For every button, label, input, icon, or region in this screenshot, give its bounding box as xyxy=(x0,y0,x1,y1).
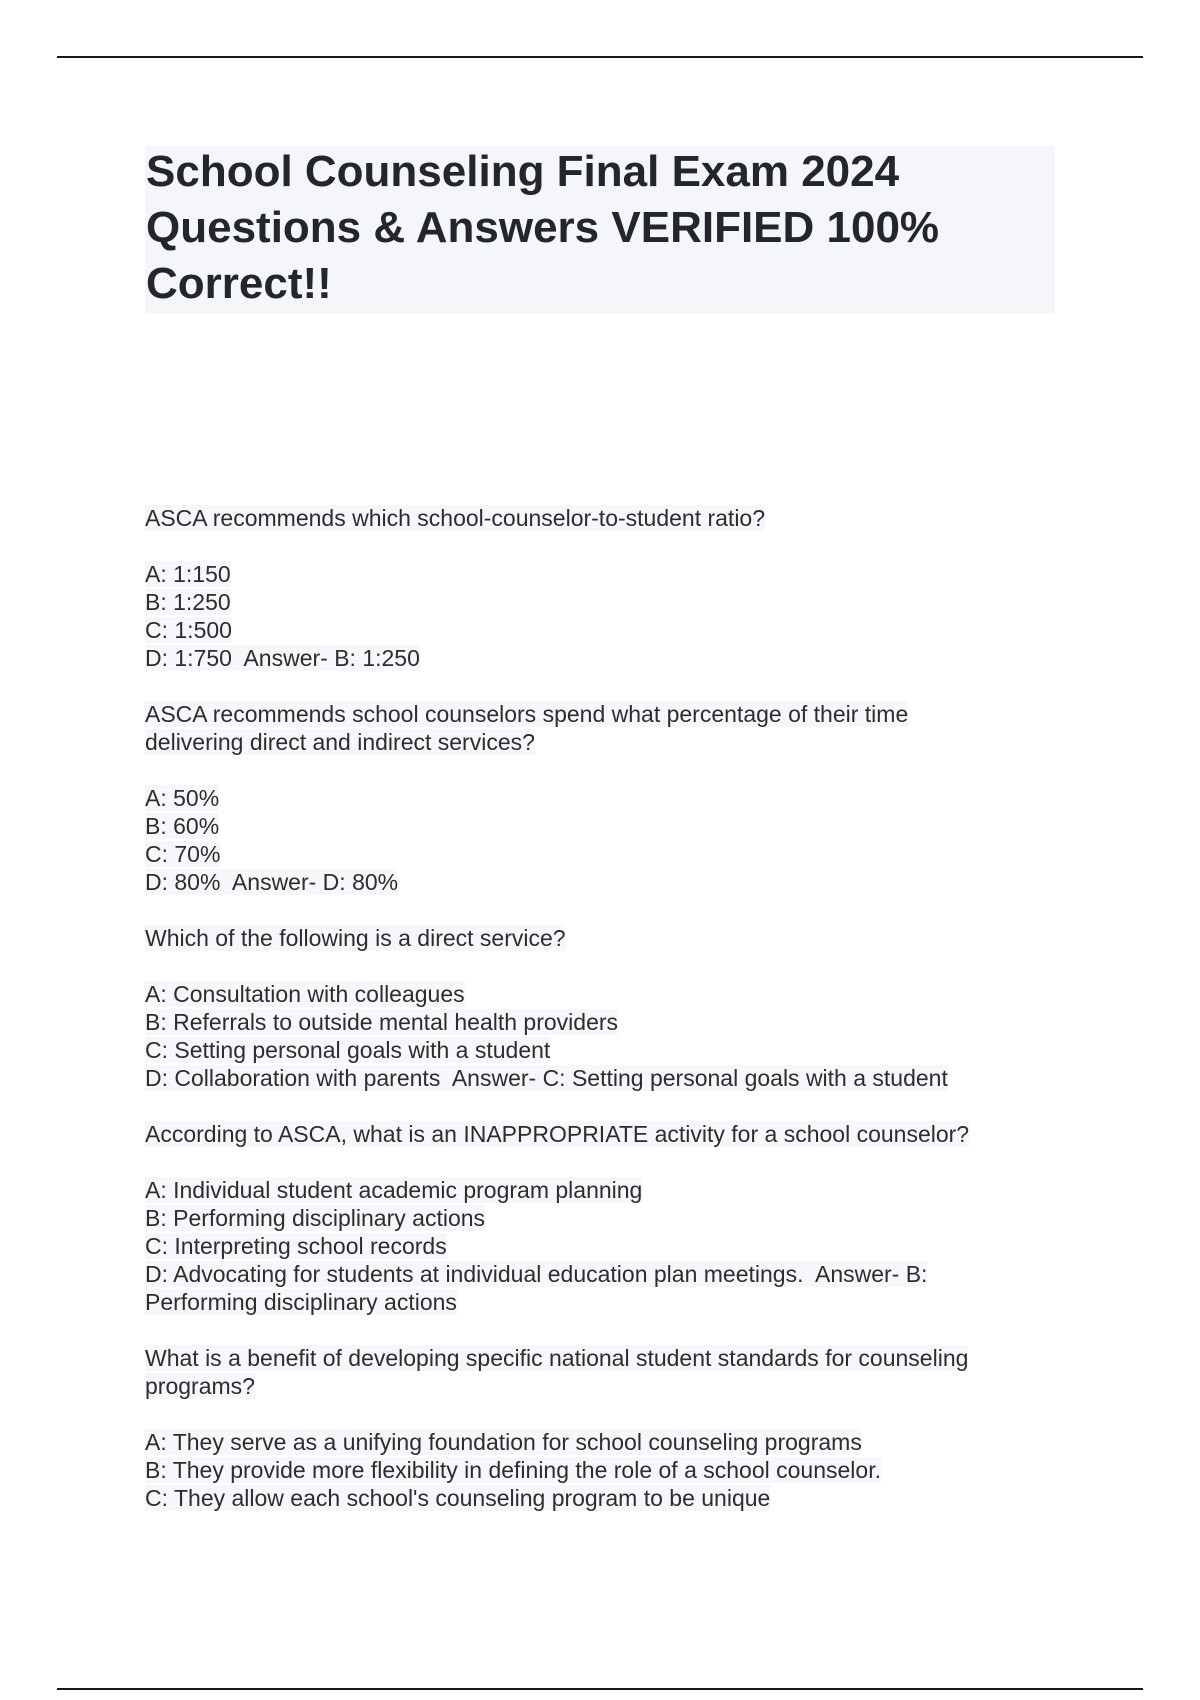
question-prompt-line: What is a benefit of developing specific national student standards for counseling xyxy=(145,1345,969,1371)
question-block xyxy=(145,1344,1045,1512)
answer-option-line: Performing disciplinary actions xyxy=(145,1289,457,1315)
question-prompt-line: ASCA recommends which school-counselor-to-student ratio? xyxy=(145,505,766,531)
question-prompt-line: Which of the following is a direct service? xyxy=(145,925,566,951)
answer-option-line: D: 80% Answer- D: 80% xyxy=(145,869,399,895)
answer-option-line: B: Performing disciplinary actions xyxy=(145,1205,486,1231)
answer-option-line: C: They allow each school's counseling program to be unique xyxy=(145,1485,771,1511)
question-prompt-line: delivering direct and indirect services? xyxy=(145,729,535,755)
question-block xyxy=(145,700,1045,896)
answer-option-line: A: Individual student academic program planning xyxy=(145,1177,643,1203)
page-title: School Counseling Final Exam 2024 Questions & Answers VERIFIED 100% Correct!! xyxy=(146,147,940,308)
answer-option-line: C: 1:500 xyxy=(145,617,232,643)
footer-rule xyxy=(57,1688,1143,1690)
answer-option-line: D: 1:750 Answer- B: 1:250 xyxy=(145,645,420,671)
answer-option-line: D: Advocating for students at individual education plan meetings. Answer- B: xyxy=(145,1261,928,1287)
answer-option-line: C: Interpreting school records xyxy=(145,1233,447,1259)
answer-option-line: A: 1:150 xyxy=(145,561,231,587)
question-block xyxy=(145,504,1045,672)
header-rule xyxy=(57,56,1143,58)
answer-option-line: A: They serve as a unifying foundation for school counseling programs xyxy=(145,1429,862,1455)
question-list xyxy=(145,504,1045,1540)
answer-option-line: B: They provide more flexibility in defining the role of a school counselor. xyxy=(145,1457,881,1483)
answer-option-line: C: Setting personal goals with a student xyxy=(145,1037,551,1063)
answer-option-line: B: 60% xyxy=(145,813,220,839)
answer-option-line: A: Consultation with colleagues xyxy=(145,981,465,1007)
question-block xyxy=(145,1120,1045,1316)
answer-option-line: C: 70% xyxy=(145,841,221,867)
question-block xyxy=(145,924,1045,1092)
answer-option-line: A: 50% xyxy=(145,785,220,811)
question-prompt-line: According to ASCA, what is an INAPPROPRIATE activity for a school counselor? xyxy=(145,1121,970,1147)
answer-option-line: D: Collaboration with parents Answer- C: Setting personal goals with a student xyxy=(145,1065,948,1091)
question-prompt-line: ASCA recommends school counselors spend what percentage of their time xyxy=(145,701,909,727)
answer-option-line: B: 1:250 xyxy=(145,589,231,615)
question-prompt-line: programs? xyxy=(145,1373,255,1399)
answer-option-line: B: Referrals to outside mental health providers xyxy=(145,1009,619,1035)
